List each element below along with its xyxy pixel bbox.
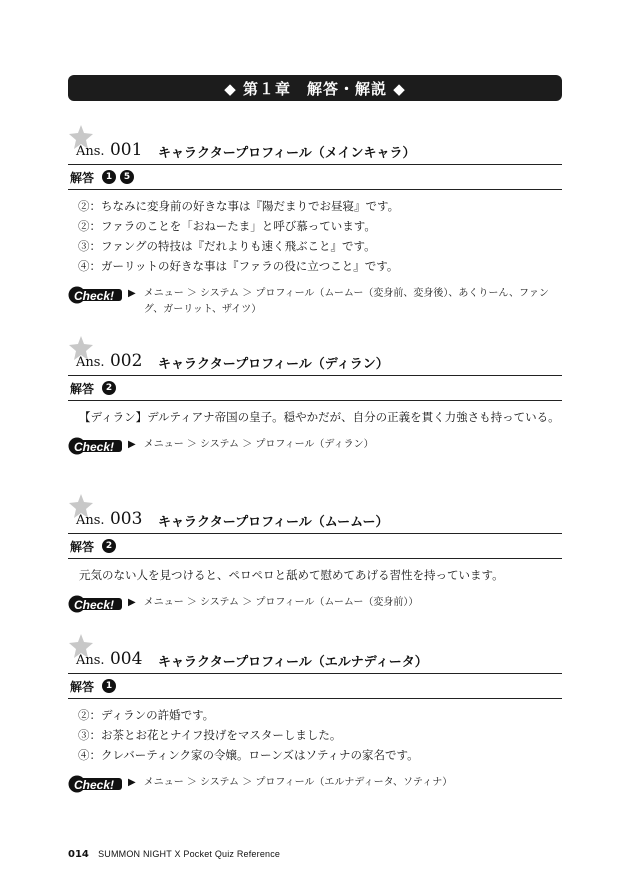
answer-number: Ans. 002 bbox=[76, 351, 143, 371]
arrow-icon: ▶ bbox=[128, 288, 136, 299]
explanation-line: ③：お茶とお花とナイフ投げをマスターしました。 bbox=[78, 728, 342, 742]
explanation-line: ③：ファングの特技は『だれよりも速く飛ぶこと』です。 bbox=[78, 239, 376, 253]
answer-section-003 bbox=[68, 503, 562, 613]
check-logo bbox=[68, 437, 124, 455]
explanation bbox=[68, 196, 562, 276]
check-logo bbox=[68, 595, 124, 613]
check-text: メニュー ＞ システム ＞ プロフィール（ムームー（変身前、変身後）、あくりーん、ファング、ガーリット、ザイツ） bbox=[143, 288, 549, 315]
answer-row bbox=[68, 376, 562, 401]
page-number: 014 bbox=[68, 849, 89, 860]
answer-section-004 bbox=[68, 643, 562, 793]
answer-label: 解答 bbox=[70, 679, 95, 694]
chapter-title-banner: ◆ 第１章 解答・解説 ◆ bbox=[68, 75, 562, 101]
explanation-line: ②：ファラのことを「おねーたま」と呼び慕っています。 bbox=[78, 219, 376, 233]
explanation bbox=[68, 565, 562, 585]
explanation bbox=[68, 705, 562, 765]
answer-label: 解答 bbox=[70, 381, 95, 396]
explanation bbox=[68, 407, 562, 427]
explanation-line: ④：ガーリットの好きな事は『ファラの役に立つこと』です。 bbox=[78, 259, 399, 273]
choice-badge: 2 bbox=[102, 539, 116, 553]
explanation-paragraph: 元気のない人を見つけると、ペロペロと舐めて慰めてあげる習性を持っています。 bbox=[79, 568, 504, 582]
check-logo bbox=[68, 286, 124, 304]
answer-number: Ans. 003 bbox=[76, 509, 143, 529]
answer-label: 解答 bbox=[70, 170, 95, 185]
explanation-line: ④：クレバーティンク家の令嬢。ローンズはソティナの家名です。 bbox=[78, 748, 419, 762]
check-logo bbox=[68, 775, 124, 793]
answer-label: 解答 bbox=[70, 539, 95, 554]
check-row bbox=[68, 286, 562, 318]
svg-text:Check!: Check! bbox=[74, 440, 115, 454]
arrow-icon: ▶ bbox=[128, 777, 136, 788]
answer-row bbox=[68, 674, 562, 699]
book-title: SUMMON NIGHT X Pocket Quiz Reference bbox=[98, 849, 281, 859]
arrow-icon: ▶ bbox=[128, 439, 136, 450]
check-text: メニュー ＞ システム ＞ プロフィール（ディラン） bbox=[143, 439, 374, 450]
answer-header bbox=[68, 643, 562, 674]
choice-badge: 1 bbox=[102, 679, 116, 693]
answer-section-001 bbox=[68, 134, 562, 318]
page-footer bbox=[68, 849, 280, 860]
explanation-line: ②：ちなみに変身前の好きな事は『陽だまりでお昼寝』です。 bbox=[78, 199, 400, 213]
answer-title: キャラクタープロフィール（エルナディータ） bbox=[158, 655, 428, 670]
explanation-paragraph: 【ディラン】デルティアナ帝国の皇子。穏やかだが、自分の正義を貫く力強さも持っている。 bbox=[79, 410, 560, 424]
explanation-line: ②：ディランの許婚です。 bbox=[78, 708, 215, 722]
answer-title: キャラクタープロフィール（ムームー） bbox=[158, 515, 389, 530]
answer-row bbox=[68, 534, 562, 559]
svg-text:Check!: Check! bbox=[74, 289, 115, 303]
check-row bbox=[68, 775, 562, 793]
answer-header bbox=[68, 503, 562, 534]
answer-title: キャラクタープロフィール（メインキャラ） bbox=[158, 146, 416, 161]
arrow-icon: ▶ bbox=[128, 597, 136, 608]
choice-badge: 5 bbox=[120, 170, 134, 184]
choice-badge: 1 bbox=[102, 170, 116, 184]
check-text: メニュー ＞ システム ＞ プロフィール（ムームー（変身前）） bbox=[143, 597, 419, 608]
check-row bbox=[68, 437, 562, 455]
svg-text:Check!: Check! bbox=[74, 778, 115, 792]
answer-number: Ans. 001 bbox=[76, 140, 143, 160]
choice-badge: 2 bbox=[102, 381, 116, 395]
answer-header bbox=[68, 345, 562, 376]
answer-header bbox=[68, 134, 562, 165]
answer-section-002 bbox=[68, 345, 562, 455]
svg-text:Check!: Check! bbox=[74, 598, 115, 612]
answer-number: Ans. 004 bbox=[76, 649, 143, 669]
check-row bbox=[68, 595, 562, 613]
check-text: メニュー ＞ システム ＞ プロフィール（エルナディータ、ソティナ） bbox=[143, 777, 453, 788]
answer-row bbox=[68, 165, 562, 190]
answer-title: キャラクタープロフィール（ディラン） bbox=[158, 357, 389, 372]
